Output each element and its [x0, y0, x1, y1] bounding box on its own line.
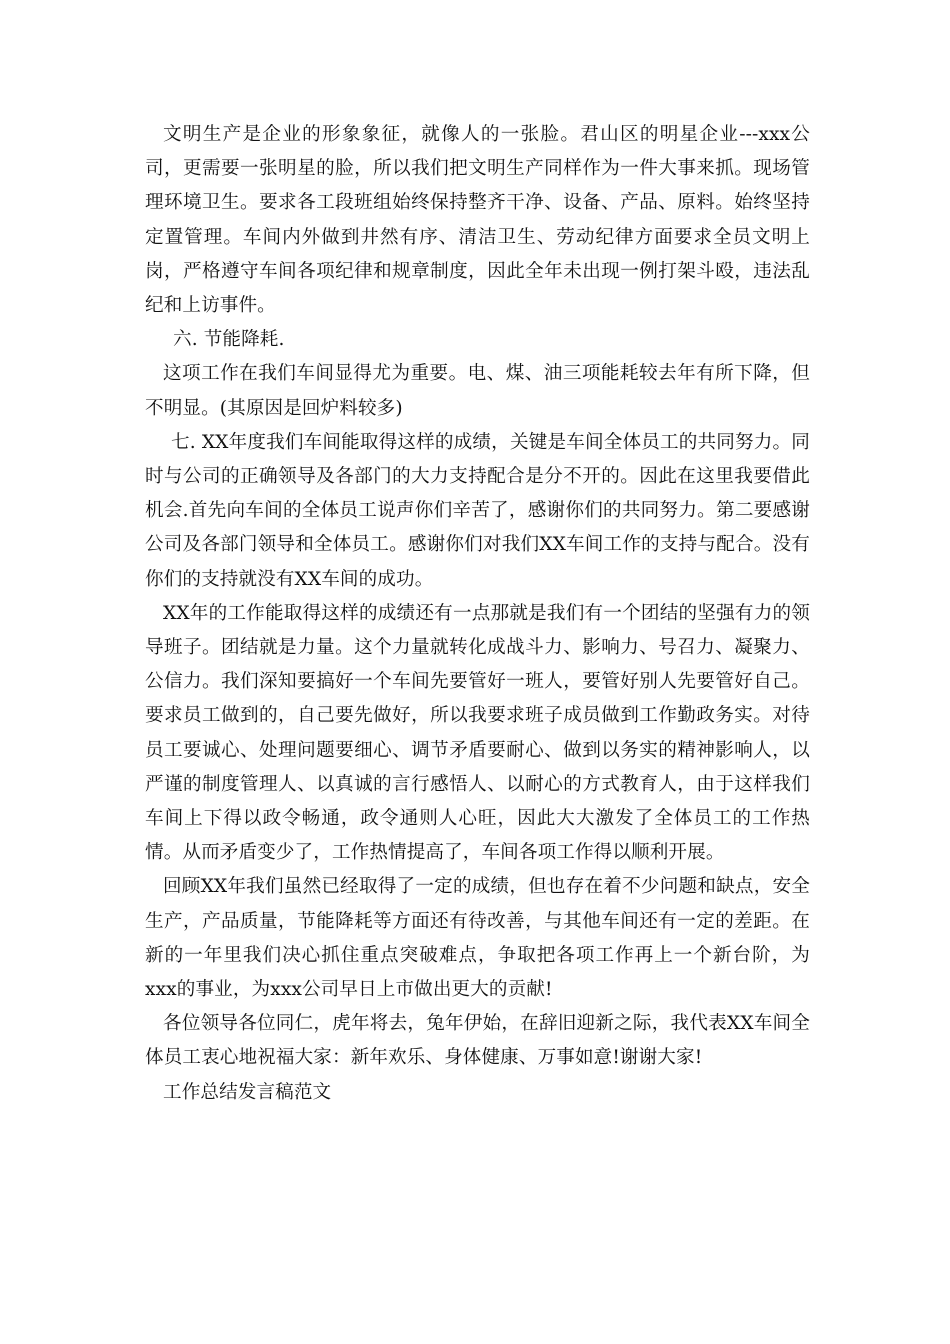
paragraph-leadership-team: XX年的工作能取得这样的成绩还有一点那就是我们有一个团结的坚强有力的领导班子。团结就是力量。这个力量就转化成战斗力、影响力、号召力、凝聚力、公信力。我们深知要搞好一个车间先要管好一班人，要管好别人先要管好自己。要求员工做到的，自己要先做好，所以我要求班子成员做到工作勤政务实。对待员工要诚心、处理问题要细心、调节矛盾要耐心、做到以务实的精神影响人，以严谨的制度管理人、以真诚的言行感悟人、以耐心的方式教育人，由于这样我们车间上下得以政令畅通，政令通则人心旺，因此大大激发了全体员工的工作热情。从而矛盾变少了，工作热情提高了，车间各项工作得以顺利开展。	[145, 602, 810, 864]
paragraph-closing-title: 工作总结发言稿范文	[163, 1081, 332, 1103]
paragraph-review-outlook: 回顾XX年我们虽然已经取得了一定的成绩，但也存在着不少问题和缺点，安全生产，产品质量，节能降耗等方面还有待改善，与其他车间还有一定的差距。在新的一年里我们决心抓住重点突破难点，争取把各项工作再上一个新台阶，为xxx的事业，为xxx公司早日上市做出更大的贡献!	[145, 876, 810, 1001]
paragraph-new-year-wishes: 各位领导各位同仁，虎年将去，兔年伊始，在辞旧迎新之际，我代表XX车间全体员工衷心地祝福大家：新年欢乐、身体健康、万事如意!谢谢大家!	[145, 1013, 810, 1069]
section-heading-energy-saving: 六. 节能降耗.	[173, 329, 285, 351]
paragraph-section-seven-thanks: 七. XX年度我们车间能取得这样的成绩，关键是车间全体员工的共同努力。同时与公司的正确领导及各部门的大力支持配合是分不开的。因此在这里我要借此机会.首先向车间的全体员工说声你们辛苦了，感谢你们的共同努力。第二要感谢公司及各部门领导和全体员工。感谢你们对我们XX车间工作的支持与配合。没有你们的支持就没有XX车间的成功。	[145, 431, 810, 590]
paragraph-energy-consumption: 这项工作在我们车间显得尤为重要。电、煤、油三项能耗较去年有所下降，但不明显。(其原因是回炉料较多)	[145, 363, 810, 419]
document-body	[145, 118, 810, 1110]
paragraph-civilized-production: 文明生产是企业的形象象征，就像人的一张脸。君山区的明星企业---xxx公司，更需要一张明星的脸，所以我们把文明生产同样作为一件大事来抓。现场管理环境卫生。要求各工段班组始终保持整齐干净、设备、产品、原料。始终坚持定置管理。车间内外做到井然有序、清洁卫生、劳动纪律方面要求全员文明上岗，严格遵守车间各项纪律和规章制度，因此全年未出现一例打架斗殴，违法乱纪和上访事件。	[145, 124, 810, 317]
